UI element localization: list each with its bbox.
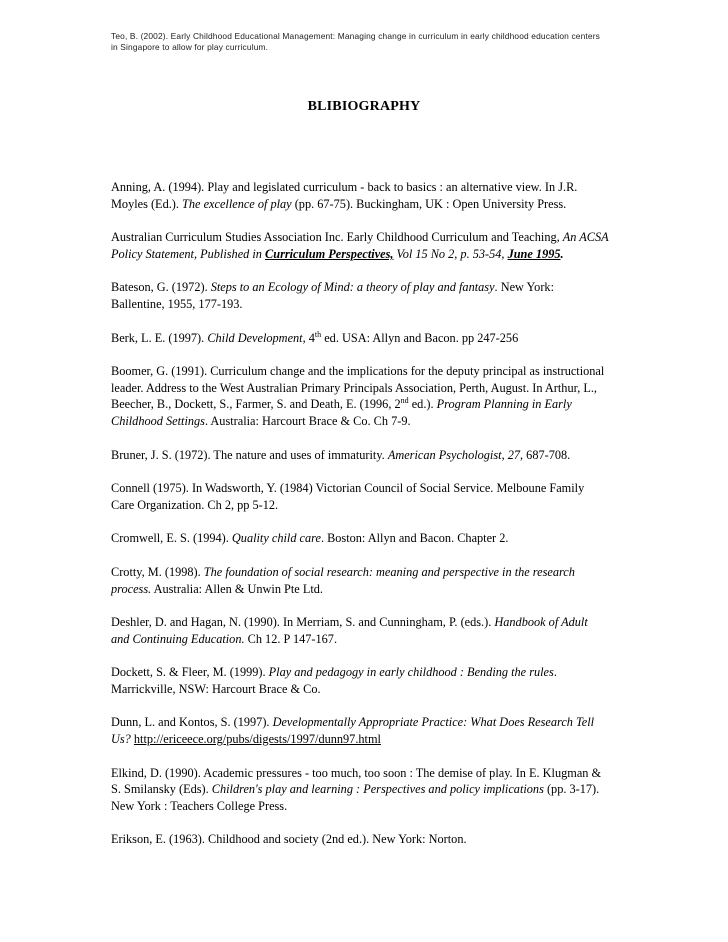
reference-crotty: Crotty, M. (1998). The foundation of social research: meaning and perspective in the research process. Australia: Allen & Unwin Pte Ltd. bbox=[111, 564, 575, 596]
page-title: BLIBIOGRAPHY bbox=[307, 99, 421, 114]
reference-deshler: Deshler, D. and Hagan, N. (1990). In Merriam, S. and Cunningham, P. (eds.). Handbook of Adult and Continuing Education. Ch 12. P 147-167. bbox=[111, 615, 588, 646]
reference-cromwell: Cromwell, E. S. (1994). Quality child care. Boston: Allyn and Bacon. Chapter 2. bbox=[111, 531, 509, 546]
reference-elkind: Elkind, D. (1990). Academic pressures - too much, too soon : The demise of play. In E. Klugman & S. Smilansky (Eds). Children's play and learning : Perspectives and policy implications (pp. 3-17). New York : Teachers College Press. bbox=[111, 765, 602, 813]
reference-dockett: Dockett, S. & Fleer, M. (1999). Play and pedagogy in early childhood : Bending the rules. Marrickville, NSW: Harcourt Brace & Co. bbox=[111, 665, 557, 696]
reference-berk: Berk, L. E. (1997). Child Development, 4th ed. USA: Allyn and Bacon. pp 247-256 bbox=[111, 329, 519, 345]
dunn-url-link[interactable]: http://ericeece.org/pubs/digests/1997/dunn97.html bbox=[133, 732, 381, 747]
reference-connell: Connell (1975). In Wadsworth, Y. (1984) Victorian Council of Social Service. Melboune Family Care Organization. Ch 2, pp 5-12. bbox=[111, 481, 585, 512]
reference-boomer: Boomer, G. (1991). Curriculum change and the implications for the deputy principal as instructional leader. Address to the West Australian Primary Principals Association, Perth, August. In Arthur, L., Beecher, B., Dockett, S., Farmer, S. and Death, E. (1996, 2nd ed.). Program Planning in Early Childhood Settings. Australia: Harcourt Brace & Co. Ch 7-9. bbox=[111, 364, 605, 428]
reference-bruner: Bruner, J. S. (1972). The nature and uses of immaturity. American Psychologist, 27, 687-708. bbox=[111, 447, 571, 462]
journal-link[interactable]: Curriculum Perspectives, bbox=[265, 246, 394, 261]
reference-list bbox=[111, 179, 609, 848]
running-header bbox=[111, 31, 671, 53]
reference-anning: Anning, A. (1994). Play and legislated curriculum - back to basics : an alternative view. In J.R. Moyles (Ed.). The excellence of play (pp. 67-75). Buckingham, UK : Open University Press. bbox=[111, 180, 578, 211]
header-line-1: Teo, B. (2002). Early Childhood Educational Management: Managing change in curriculum in early childhood education centers bbox=[111, 31, 600, 41]
reference-dunn: Dunn, L. and Kontos, S. (1997). Developmentally Appropriate Practice: What Does Research Tell Us? http://ericeece.org/pubs/digests/1997/dunn97.html bbox=[111, 715, 595, 747]
reference-bateson: Bateson, G. (1972). Steps to an Ecology of Mind: a theory of play and fantasy. New York: Ballentine, 1955, 177-193. bbox=[111, 280, 554, 311]
header-line-2: in Singapore to allow for play curriculum. bbox=[111, 42, 269, 52]
reference-acsa: Australian Curriculum Studies Association Inc. Early Childhood Curriculum and Teaching, An ACSA Policy Statement, Published in Curriculum Perspectives, Vol 15 No 2, p. 53-54, June 1995. bbox=[111, 230, 609, 261]
reference-erikson: Erikson, E. (1963). Childhood and society (2nd ed.). New York: Norton. bbox=[111, 832, 467, 847]
